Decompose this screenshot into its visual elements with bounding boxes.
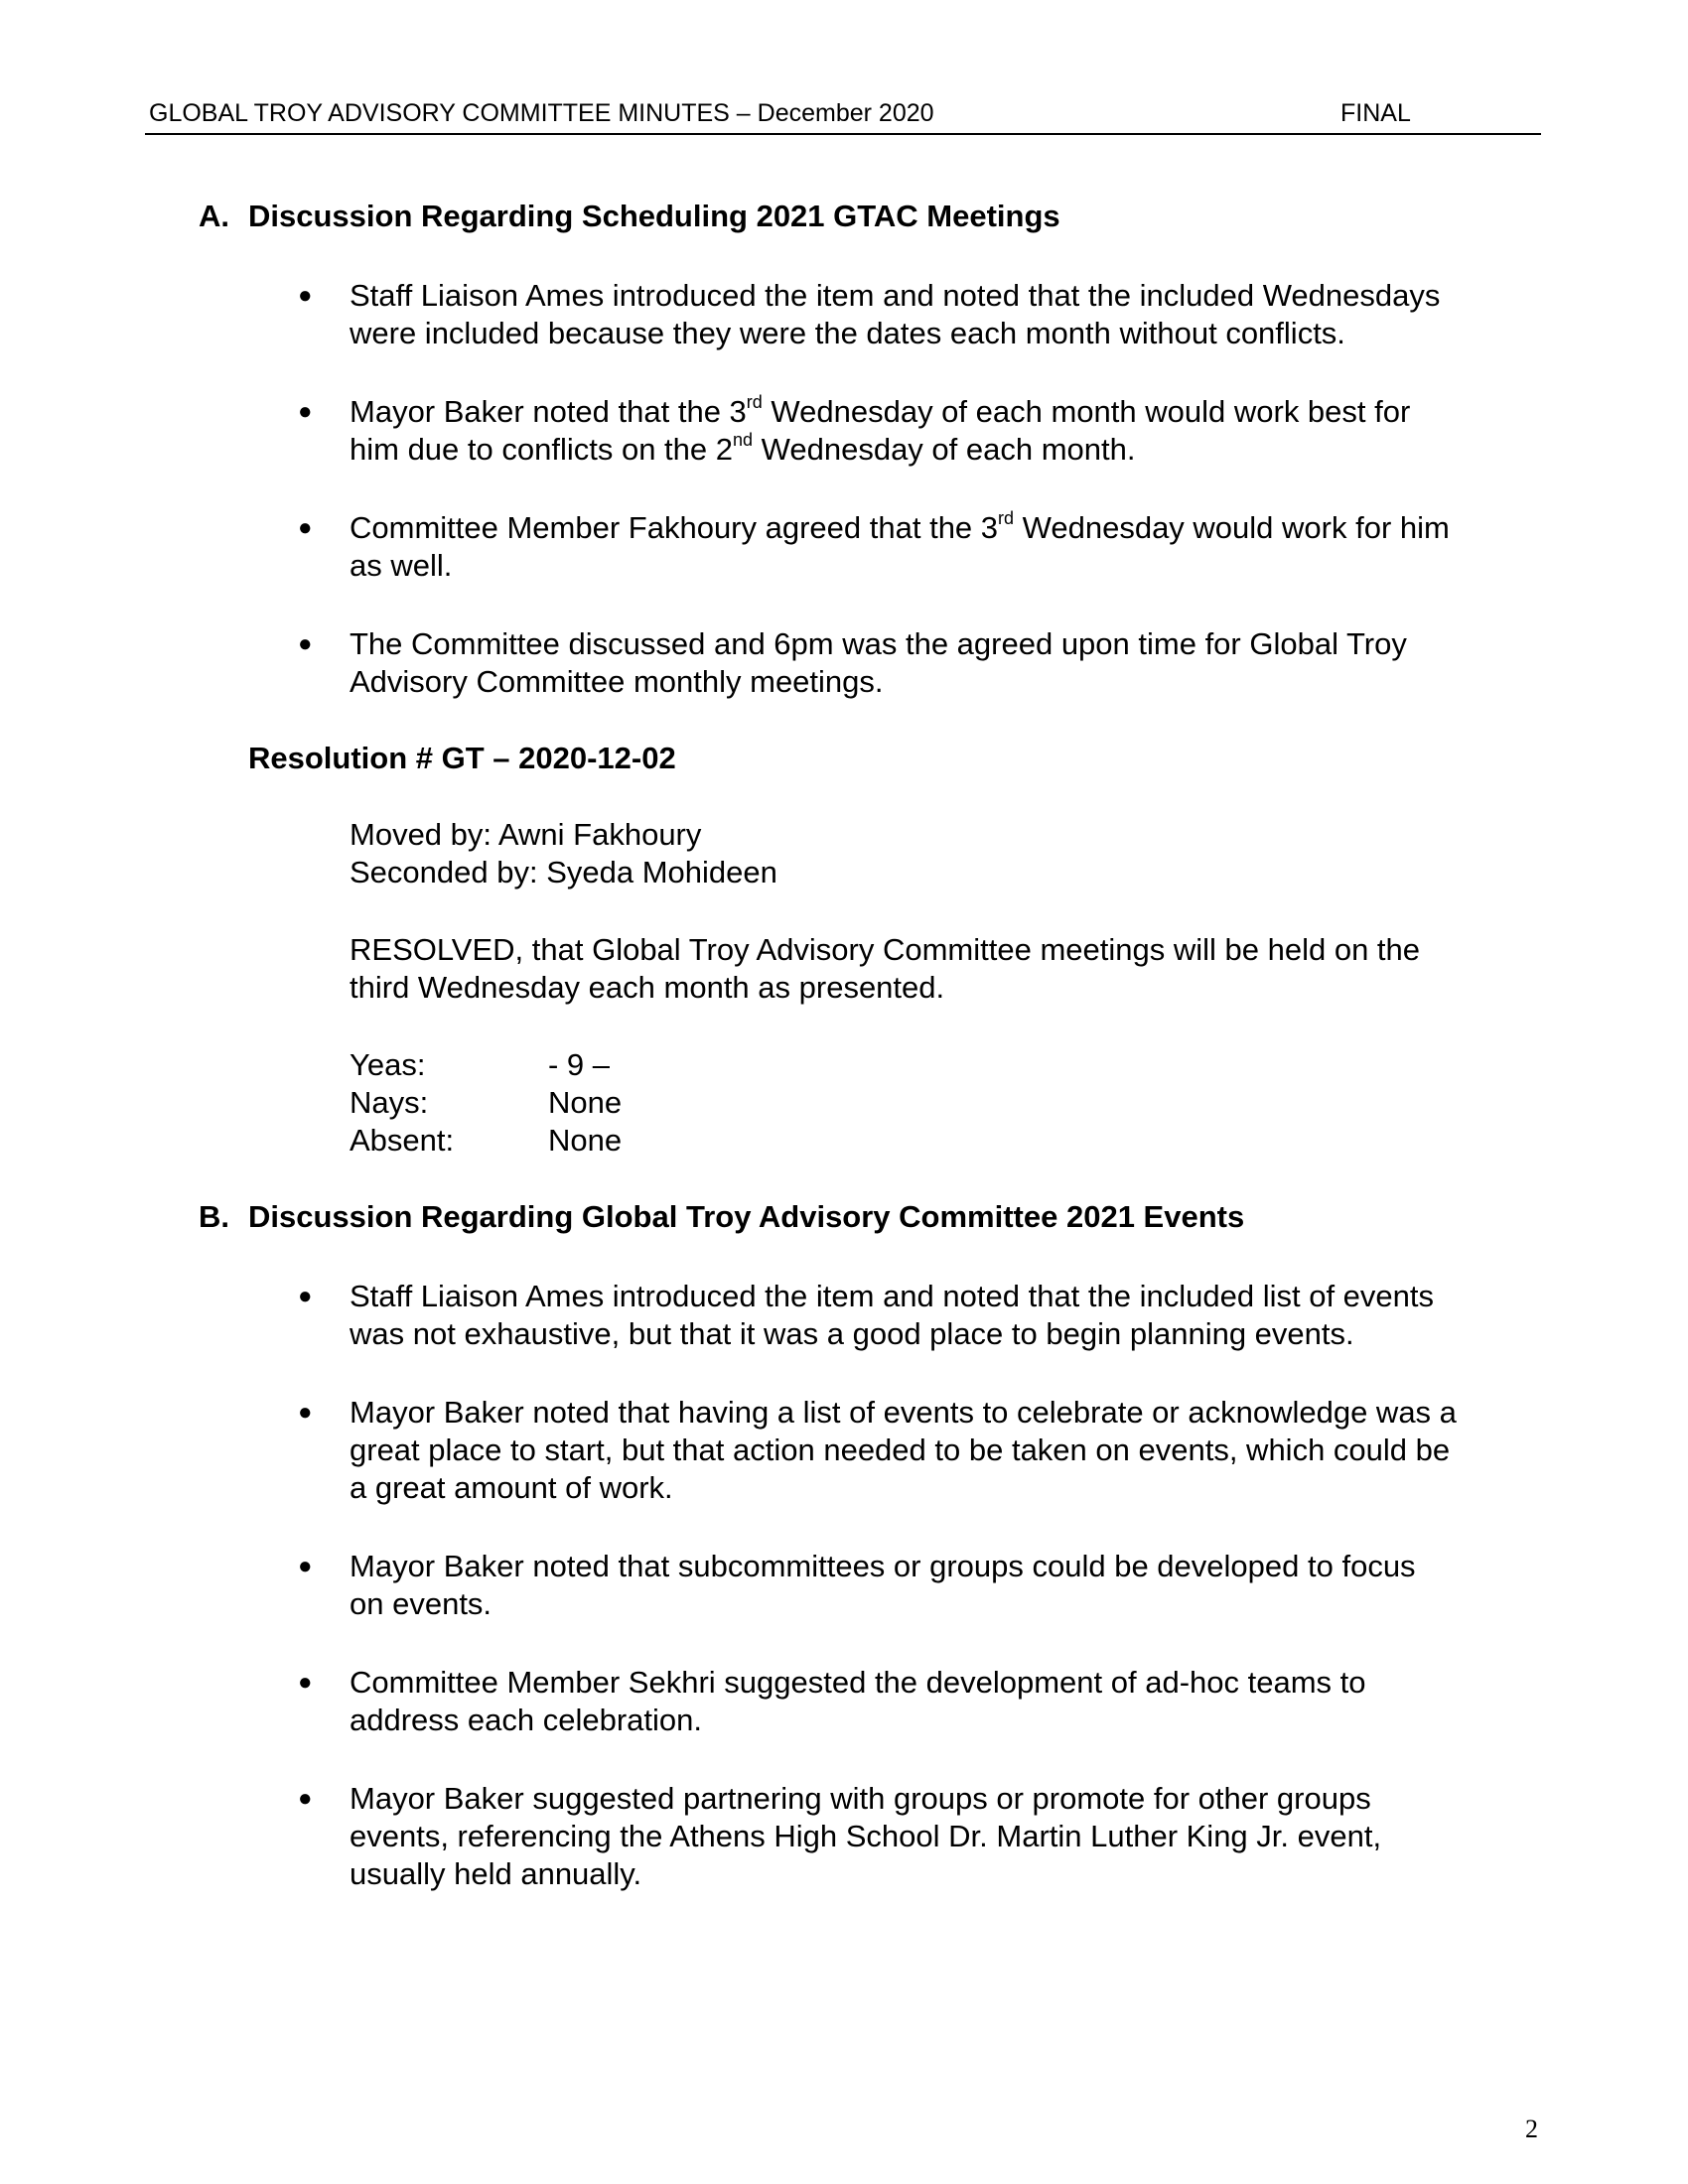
bullet-text-line: usually held annually. bbox=[350, 1856, 642, 1891]
bullet-icon: ● bbox=[298, 1553, 313, 1579]
bullet-icon: ● bbox=[298, 1283, 313, 1309]
bullet-text-line: Committee Member Sekhri suggested the development of ad-hoc teams to bbox=[350, 1665, 1366, 1700]
bullet-text-line: address each celebration. bbox=[350, 1703, 703, 1737]
header-status: FINAL bbox=[1340, 99, 1411, 127]
bullet-text-line: Mayor Baker suggested partnering with groups or promote for other groups bbox=[350, 1781, 1371, 1816]
bullet-text-line: Advisory Committee monthly meetings. bbox=[350, 664, 884, 699]
bullet-text-line: was not exhaustive, but that it was a good place to begin planning events. bbox=[350, 1316, 1354, 1351]
section-a-letter: A. bbox=[199, 199, 229, 233]
bullet-icon: ● bbox=[298, 514, 313, 541]
bullet-icon: ● bbox=[298, 1399, 313, 1426]
bullet-text-line: Mayor Baker noted that having a list of events to celebrate or acknowledge was a bbox=[350, 1395, 1457, 1430]
section-b-heading bbox=[199, 1199, 1244, 1235]
page-header bbox=[145, 97, 1541, 135]
bullet-text-line: Staff Liaison Ames introduced the item and noted that the included list of events bbox=[350, 1279, 1435, 1313]
header-title: GLOBAL TROY ADVISORY COMMITTEE MINUTES – December 2020 bbox=[149, 99, 934, 127]
bullet-text-line: were included because they were the dates each month without conflicts. bbox=[350, 316, 1345, 350]
bullet-icon: ● bbox=[298, 282, 313, 309]
bullet-icon: ● bbox=[298, 630, 313, 657]
page-number: 2 bbox=[1525, 2115, 1538, 2143]
bullet-text-line: Mayor Baker noted that subcommittees or groups could be developed to focus bbox=[350, 1549, 1416, 1583]
bullet-text-line: on events. bbox=[350, 1586, 492, 1621]
bullet-text-line: as well. bbox=[350, 548, 453, 583]
vote-row-absent: Absent: None bbox=[350, 1123, 623, 1158]
resolution-title: Resolution # GT – 2020-12-02 bbox=[248, 741, 676, 775]
bullet-text-line: The Committee discussed and 6pm was the agreed upon time for Global Troy bbox=[350, 626, 1407, 661]
vote-row-yeas: Yeas: - 9 – bbox=[350, 1047, 611, 1082]
section-b-title: Discussion Regarding Global Troy Advisory Committee 2021 Events bbox=[248, 1199, 1245, 1234]
vote-row-nays: Nays: None bbox=[350, 1085, 623, 1120]
bullet-text-line: a great amount of work. bbox=[350, 1470, 673, 1505]
moved-by: Moved by: Awni Fakhoury bbox=[350, 817, 702, 852]
bullet-text-line: him due to conflicts on the 2nd Wednesday of each month. bbox=[350, 430, 1136, 467]
bullet-text-line: Mayor Baker noted that the 3rd Wednesday of each month would work best for bbox=[350, 392, 1411, 429]
section-b-letter: B. bbox=[199, 1199, 229, 1234]
bullet-text-line: great place to start, but that action needed to be taken on events, which could be bbox=[350, 1433, 1451, 1467]
bullet-icon: ● bbox=[298, 1785, 313, 1812]
bullet-text-line: Committee Member Fakhoury agreed that the 3rd Wednesday would work for him bbox=[350, 508, 1450, 545]
bullet-icon: ● bbox=[298, 1669, 313, 1696]
section-a-heading bbox=[199, 199, 1060, 234]
resolved-text: RESOLVED, that Global Troy Advisory Committee meetings will be held on the third Wednesday each month as presented. bbox=[350, 932, 1421, 1005]
seconded-by: Seconded by: Syeda Mohideen bbox=[350, 855, 777, 889]
bullet-text-line: events, referencing the Athens High School Dr. Martin Luther King Jr. event, bbox=[350, 1819, 1382, 1853]
bullet-text-line: Staff Liaison Ames introduced the item and noted that the included Wednesdays bbox=[350, 278, 1441, 313]
section-a-title: Discussion Regarding Scheduling 2021 GTAC Meetings bbox=[248, 199, 1060, 233]
bullet-icon: ● bbox=[298, 398, 313, 425]
